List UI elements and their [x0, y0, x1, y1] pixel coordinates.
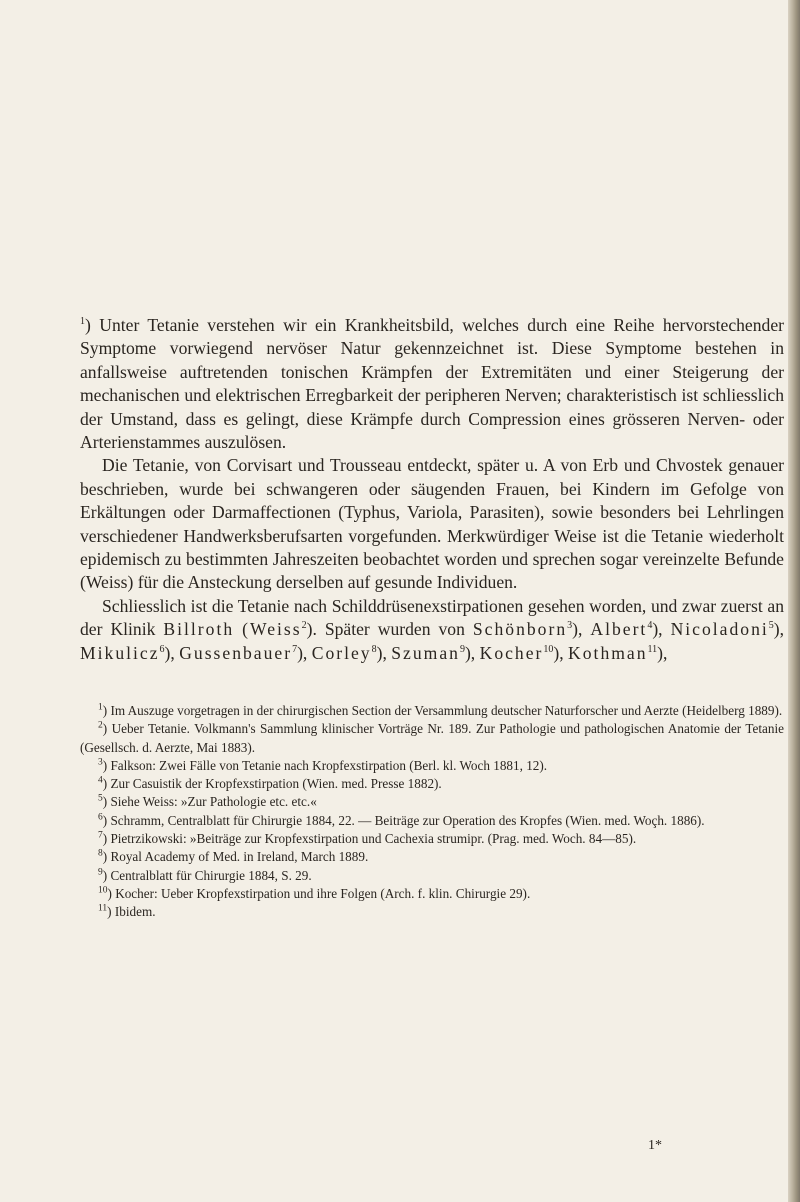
- footnote-6: $^6$) Schramm, Centralblatt für Chirurgie 1884, 22. — Beiträge zur Operation des Kropfes (Wien. med. Woçh. 1886).: [98, 812, 705, 828]
- footnote-9: $^9$) Centralblatt für Chirurgie 1884, S. 29.: [98, 867, 312, 883]
- author-name: Kocher: [479, 642, 544, 663]
- footnote-3: $^3$) Falkson: Zwei Fälle von Tetanie nach Kropfexstirpation (Berl. kl. Woch 1881, 12).: [98, 757, 548, 773]
- footnote-ref: 1: [80, 316, 85, 328]
- footnote-8: $^8$) Royal Academy of Med. in Ireland, March 1889.: [98, 848, 369, 865]
- footnote-1: $^1$) Im Auszuge vorgetragen in der chirurgischen Section der Versammlung deutscher Naturforscher und Aerzte (Heidelberg 1889).: [98, 702, 783, 718]
- footnote-ref: 2: [301, 620, 307, 632]
- author-name: Corley: [311, 642, 372, 663]
- footnote-ref: 5: [768, 620, 774, 632]
- author-name: Billroth: [163, 619, 235, 640]
- footnote-ref: 11: [647, 643, 658, 655]
- footnote-ref: 8: [371, 643, 377, 655]
- author-name: Mikulicz: [80, 642, 160, 663]
- paragraph-text: Schliesslich ist die Tetanie nach Schilddrüsenexstirpationen gesehen worden, und zwar zuerst an der Klinik: [80, 595, 784, 640]
- footnotes-block: [80, 702, 784, 922]
- footnote-ref: 9: [459, 643, 465, 655]
- footnote-ref: 6: [159, 643, 165, 655]
- footnote-7: $^7$) Pietrzikowski: »Beiträge zur Kropfexstirpation und Cachexia strumipr. (Prag. med. Woch. 84—85).: [98, 830, 637, 847]
- paragraph-1: [80, 314, 784, 454]
- main-text-block: [80, 314, 784, 665]
- author-name: Nicoladoni: [670, 619, 769, 640]
- footnote-ref: 3: [567, 620, 573, 632]
- author-name: Szuman: [391, 642, 460, 663]
- paragraph-text: Die Tetanie, von Corvisart und Trousseau entdeckt, später u. A von Erb und Chvostek genauer beschrieben, wurde bei schwangeren oder säugenden Frauen, bei Kindern im Gefolge von Erkältungen oder Darmaffectionen (Typhus, Variola, Parasiten), sowie besonders bei Lehrlingen verschiedener Handwerksberufsarten vorgefunden. Merkwürdiger Weise ist die Tetanie wiederholt epidemisch zu bestimmten Jahreszeiten beobachtet worden und sprechen sogar vereinzelte Befunde (Weiss) für die Ansteckung derselben auf gesunde Individuen.: [80, 455, 784, 593]
- footnote-11: $^{11}$) Ibidem.: [98, 903, 156, 920]
- footnote-ref: 4: [647, 620, 653, 632]
- author-name: Kothman: [568, 642, 648, 663]
- author-name: Albert: [590, 619, 648, 640]
- footnote-10: $^{10}$) Kocher: Ueber Kropfexstirpation und ihre Folgen (Arch. f. klin. Chirurgie 29).: [98, 885, 531, 901]
- signature-mark: 1*: [648, 1138, 662, 1153]
- paragraph-text: ). Später wurden von: [306, 619, 465, 640]
- paragraph-2: [80, 454, 784, 594]
- footnote-ref: 7: [292, 643, 298, 655]
- author-name: (Weiss: [242, 619, 302, 640]
- author-name: Gussenbauer: [179, 642, 293, 663]
- author-name: Schönborn: [472, 619, 568, 640]
- footnote-4: $^4$) Zur Casuistik der Kropfexstirpation (Wien. med. Presse 1882).: [98, 775, 442, 792]
- footnote-2: $^2$) Ueber Tetanie. Volkmann's Sammlung klinischer Vorträge Nr. 189. Zur Pathologie und pathologischen Anatomie der Tetanie (Gesellsch. d. Aerzte, Mai 1883).: [80, 720, 784, 755]
- paragraph-text: ) Unter Tetanie verstehen wir ein Krankheitsbild, welches durch eine Reihe hervorstechender Symptome vorwiegend nervöser Natur gekennzeichnet ist. Diese Symptome bestehen in anfallsweise auftretenden tonischen Krämpfen der Extremitäten und einer Steigerung der mechanischen und elektrischen Erregbarkeit der peripheren Nerven; charakteristisch ist schliesslich der Umstand, dass es gelingt, diese Krämpfe durch Compression eines grösseren Nerven- oder Arterienstammes auszulösen.: [80, 315, 784, 453]
- footnote-ref: 10: [543, 643, 554, 655]
- footnote-5: $^5$) Siehe Weiss: »Zur Pathologie etc. etc.«: [98, 794, 317, 810]
- paragraph-3: Schliesslich ist die Tetanie nach Schilddrüsenexstirpationen gesehen worden, und zwar zuerst an der Klinik Billroth (Weiss$^2$). Später wurden von Schönborn$^3$), Albert$^4$), Nicoladoni$^5$), Mikulicz$^6$), Gussenbauer$^7$), Corley$^8$), Szuman$^9$), Kocher$^{10}$), Kothman$^{11}$),: [80, 595, 785, 663]
- page-edge: [788, 0, 800, 1202]
